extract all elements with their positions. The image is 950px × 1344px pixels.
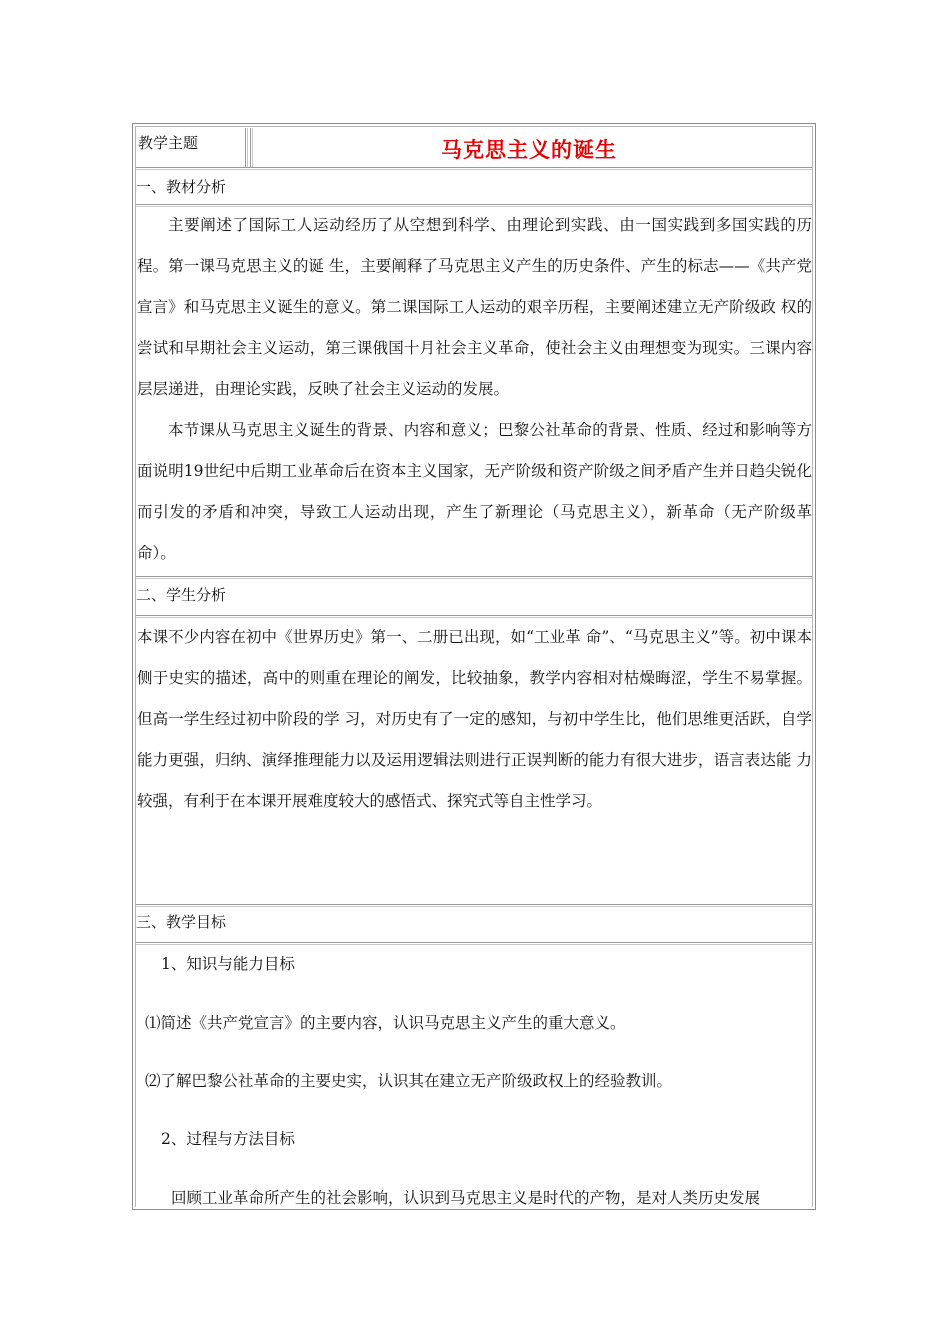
row-divider xyxy=(136,576,812,579)
row-divider xyxy=(136,167,812,170)
goal-subheading-process: 2、过程与方法目标 xyxy=(161,1130,295,1148)
section-heading-material: 一、教材分析 xyxy=(136,178,227,196)
goal-item-3: 回顾工业革命所产生的社会影响，认识到马克思主义是时代的产物，是对人类历史发展 xyxy=(171,1189,761,1207)
page-title: 马克思主义的诞生 xyxy=(441,137,617,162)
student-paragraph: 本课不少内容在初中《世界历史》第一、二册已出现，如“工业革 命”、“马克思主义”等。初中课本侧于史实的描述，高中的则重在理论的阐发，比较抽象，教学内容相对枯燥晦涩，学生不易掌握。但高一学生经过初中阶段的学 习，对历史有了一定的感知，与初中学生比，他们思维更活跃，自学能力更强，归纳、演绎推理能力以及运用逻辑法则进行正误判断的能力有很大进步，语言表达能 力较强，有利于在本课开展难度较大的感悟式、探究式等自主性学习。 xyxy=(137,628,812,810)
goal-subheading-knowledge: 1、知识与能力目标 xyxy=(161,955,295,973)
document-table xyxy=(132,123,816,1210)
section-heading-student: 二、学生分析 xyxy=(136,586,227,604)
header-divider xyxy=(245,128,248,167)
material-paragraph-1: 主要阐述了国际工人运动经历了从空想到科学、由理论到实践、由一国实践到多国实践的历程。第一课马克思主义的诞 生，主要阐释了马克思主义产生的历史条件、产生的标志——《共产党宣言》和马克思主义诞生的意义。第二课国际工人运动的艰辛历程，主要阐述建立无产阶级政 权的尝试和早期社会主义运动，第三课俄国十月社会主义革命，使社会主义由理想变为现实。三课内容层层递进，由理论实践，反映了社会主义运动的发展。 xyxy=(137,216,812,398)
material-paragraph-2: 本节课从马克思主义诞生的背景、内容和意义；巴黎公社革命的背景、性质、经过和影响等方面说明19世纪中后期工业革命后在资本主义国家，无产阶级和资产阶级之间矛盾产生并日趋尖锐化而引发的矛盾和冲突，导致工人运动出现，产生了新理论（马克思主义），新革命（无产阶级革命）。 xyxy=(137,421,812,562)
goal-item-2: ⑵了解巴黎公社革命的主要史实，认识其在建立无产阶级政权上的经验教训。 xyxy=(145,1072,673,1090)
section-heading-goals: 三、教学目标 xyxy=(136,913,227,931)
row-divider xyxy=(136,904,812,907)
topic-label: 教学主题 xyxy=(138,134,199,152)
goal-item-1: ⑴简述《共产党宣言》的主要内容，认识马克思主义产生的重大意义。 xyxy=(145,1014,626,1032)
row-divider xyxy=(136,942,812,945)
